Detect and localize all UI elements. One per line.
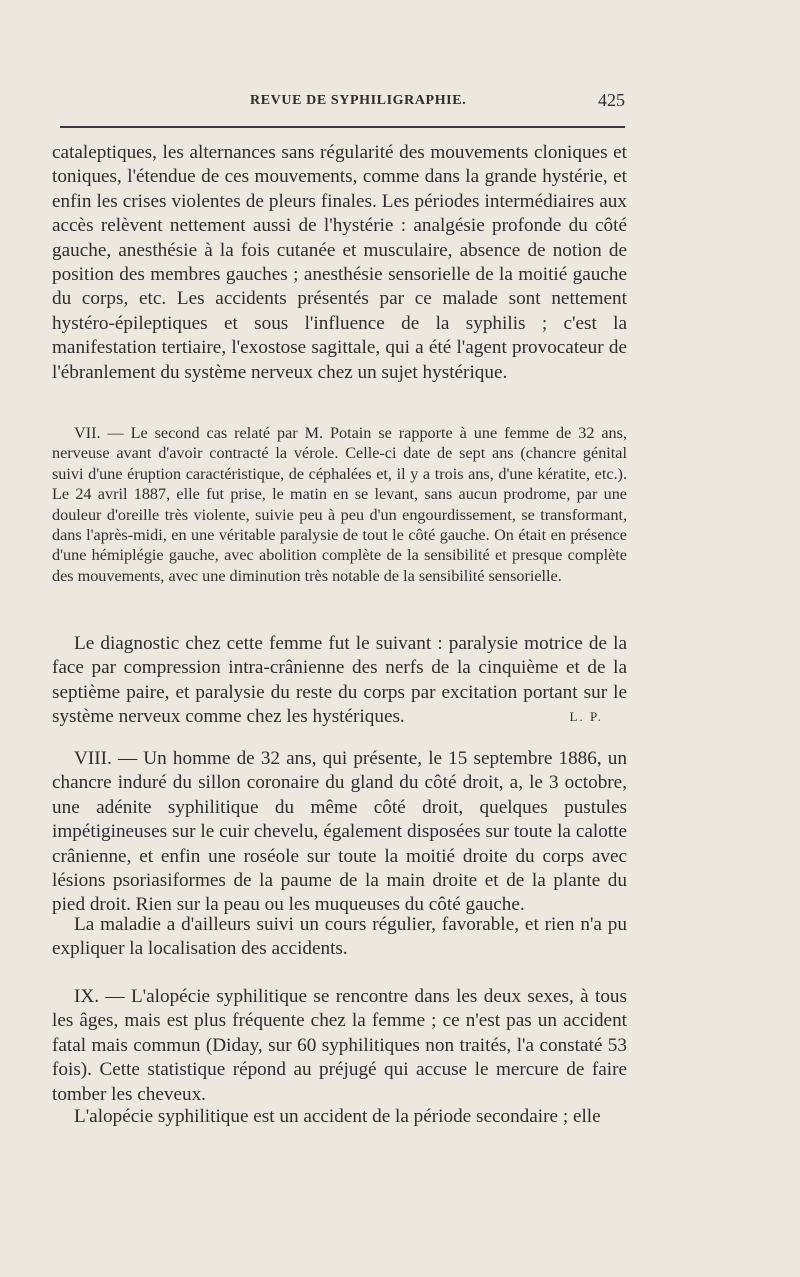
header-rule — [60, 126, 625, 128]
running-title: REVUE DE SYPHILIGRAPHIE. — [250, 93, 467, 108]
paragraph-case-viii: VIII. — Un homme de 32 ans, qui présente, le 15 septembre 1886, un chancre induré du sillon coronaire du gland du côté droit, a, le 3 octobre, une adénite syphilitique du même côté droit, quelques pustules impétigineuses sur le cuir chevelu, également disposées sur toute la calotte crânienne, et enfin une roséole sur toute la moitié droite du corps avec lésions psoriasiformes de la paume de la main droite et de la plante du pied droit. Rien sur la peau ou les muqueuses du côté gauche. — [52, 748, 627, 916]
page-header — [52, 90, 625, 117]
paragraph-continuation: cataleptiques, les alternances sans régularité des mouvements cloniques et toniques, l'étendue de ces mouvements, comme dans la grande hystérie, et enfin les crises violentes de pleurs finales. Les périodes intermédiaires aux accès relèvent nettement aussi de l'hystérie : analgésie profonde du côté gauche, anesthésie à la fois cutanée et musculaire, absence de notion de position des membres gauches ; anesthésie sensorielle de la moitié gauche du corps, etc. Les accidents présentés par ce malade sont nettement hystéro-épileptiques et sous l'influence de la syphilis ; c'est la manifestation tertiaire, l'exostose sagittale, qui a été l'agent provocateur de l'ébranlement du système nerveux chez un sujet hystérique. — [52, 142, 627, 383]
paragraph-diagnostic — [52, 632, 627, 730]
page-number: 425 — [598, 90, 625, 110]
author-initials: L. P. — [569, 709, 603, 725]
paragraph-diagnostic-text: Le diagnostic chez cette femme fut le suivant : paralysie motrice de la face par compression intra-crânienne des nerfs de la cinquième et de la septième paire, et paralysie du reste du corps par excitation portant sur le système nerveux comme chez les hystériques. — [52, 633, 627, 728]
paragraph-course: La maladie a d'ailleurs suivi un cours régulier, favorable, et rien n'a pu expliquer la localisation des accidents. — [52, 914, 627, 960]
paragraph-case-vii: VII. — Le second cas relaté par M. Potain se rapporte à une femme de 32 ans, nerveuse avant d'avoir contracté la vérole. Celle-ci date de sept ans (chancre génital suivi d'une éruption caractéristique, de céphalées et, il y a trois ans, d'une kératite, etc.). Le 24 avril 1887, elle fut prise, le matin en se levant, sans aucun prodrome, par une douleur d'oreille très violente, suivie peu à peu d'un engourdissement, se transformant, dans l'après-midi, en une véritable paralysie de tout le côté gauche. On était en présence d'une hémiplégie gauche, avec abolition complète de la sensibilité et presque complète des mouvements, avec une diminution très notable de la sensibilité sensorielle. — [52, 424, 627, 585]
paragraph-case-ix: IX. — L'alopécie syphilitique se rencontre dans les deux sexes, à tous les âges, mais est plus fréquente chez la femme ; ce n'est pas un accident fatal mais commun (Diday, sur 60 syphilitiques non traités, l'a constaté 53 fois). Cette statistique répond au préjugé qui accuse le mercure de faire tomber les cheveux. — [52, 986, 627, 1105]
paragraph-alopecia: L'alopécie syphilitique est un accident de la période secondaire ; elle — [74, 1106, 601, 1127]
